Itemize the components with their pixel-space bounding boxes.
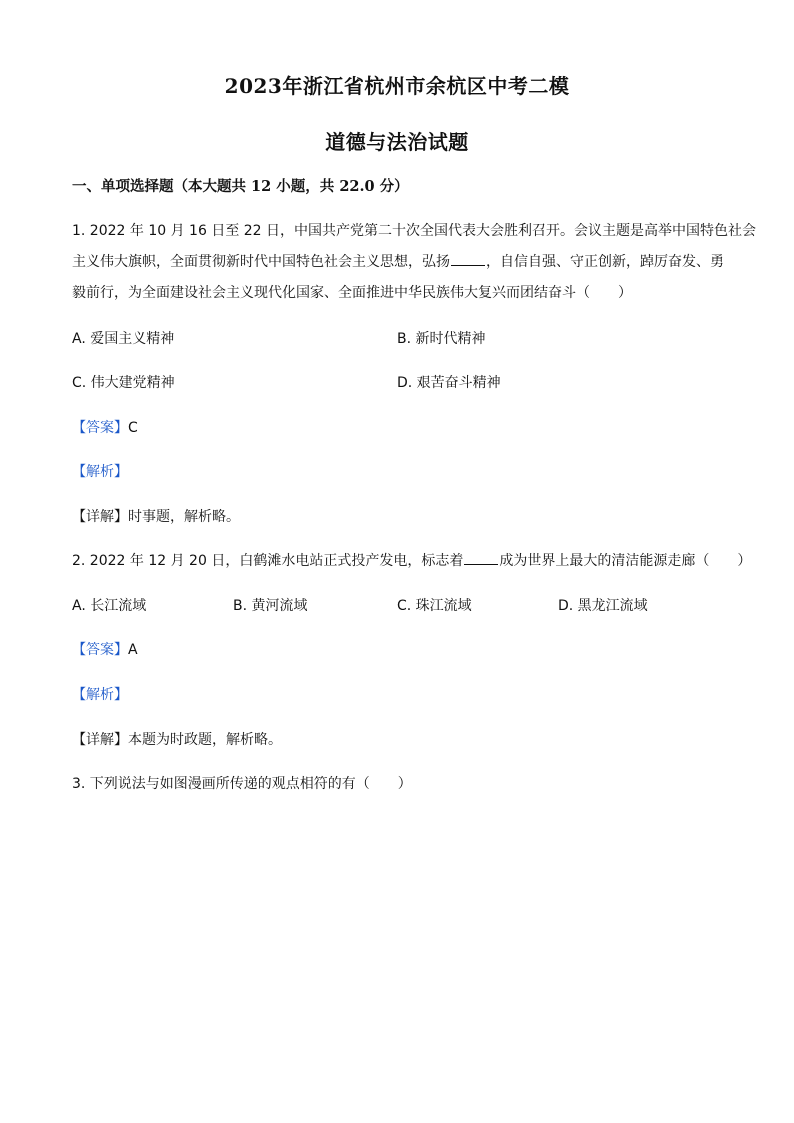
- q2-detail-tag: 【详解】: [72, 732, 128, 748]
- q2-option-a: A. 长江流域: [72, 598, 147, 614]
- q1-stem-line3: 毅前行，为全面建设社会主义现代化国家、全面推进中华民族伟大复兴而团结奋斗（ ）: [72, 285, 632, 301]
- q1-option-b: B. 新时代精神: [397, 331, 486, 347]
- q1-stem-line1: 1. 2022 年 10 月 16 日至 22 日，中国共产党第二十次全国代表大会胜利召开。会议主题是高举中国特色社会: [72, 223, 757, 239]
- q1-answer-tag: 【答案】: [72, 420, 128, 436]
- q1-stem-line2-after: ，自信自强、守正创新，踔厉奋发、勇: [486, 254, 724, 270]
- q2-analysis-tag: 【解析】: [72, 687, 128, 703]
- q1-detail-tag: 【详解】: [72, 509, 128, 525]
- q1-answer-value: C: [128, 420, 138, 436]
- document-subtitle: 道德与法治试题: [325, 130, 469, 154]
- q2-answer: [72, 640, 138, 660]
- q1-stem-line2-before: 主义伟大旗帜，全面贯彻新时代中国特色社会主义思想，弘扬: [72, 254, 450, 270]
- q2-option-c: C. 珠江流域: [397, 598, 472, 614]
- q1-analysis-tag: 【解析】: [72, 464, 128, 480]
- q2-blank: [464, 552, 498, 565]
- q2-option-b: B. 黄河流域: [233, 598, 308, 614]
- q2-answer-value: A: [128, 642, 138, 658]
- q1-option-d: D. 艰苦奋斗精神: [397, 375, 501, 391]
- q1-analysis: [72, 462, 128, 482]
- document-title: 2023年浙江省杭州市余杭区中考二模: [224, 74, 570, 98]
- q1-detail: [72, 507, 240, 527]
- q1-answer: [72, 418, 138, 438]
- q2-analysis: [72, 685, 128, 705]
- q2-stem-after: 成为世界上最大的清洁能源走廊（ ）: [499, 553, 752, 569]
- q1-stem-line2: [72, 252, 724, 272]
- q1-option-a: A. 爱国主义精神: [72, 331, 175, 347]
- q2-stem-line1: [72, 551, 751, 571]
- q2-stem-before: 2. 2022 年 12 月 20 日，白鹤滩水电站正式投产发电，标志着: [72, 553, 464, 569]
- q2-detail-text: 本题为时政题，解析略。: [128, 732, 282, 748]
- q1-blank: [451, 253, 485, 266]
- q2-option-d: D. 黑龙江流域: [558, 598, 648, 614]
- q3-stem-line1: 3. 下列说法与如图漫画所传递的观点相符的有（ ）: [72, 776, 412, 792]
- q1-option-c: C. 伟大建党精神: [72, 375, 175, 391]
- q1-detail-text: 时事题，解析略。: [128, 509, 240, 525]
- q2-detail: [72, 730, 282, 750]
- q2-answer-tag: 【答案】: [72, 642, 128, 658]
- section-heading: 一、单项选择题（本大题共 12 小题，共 22.0 分）: [72, 178, 409, 195]
